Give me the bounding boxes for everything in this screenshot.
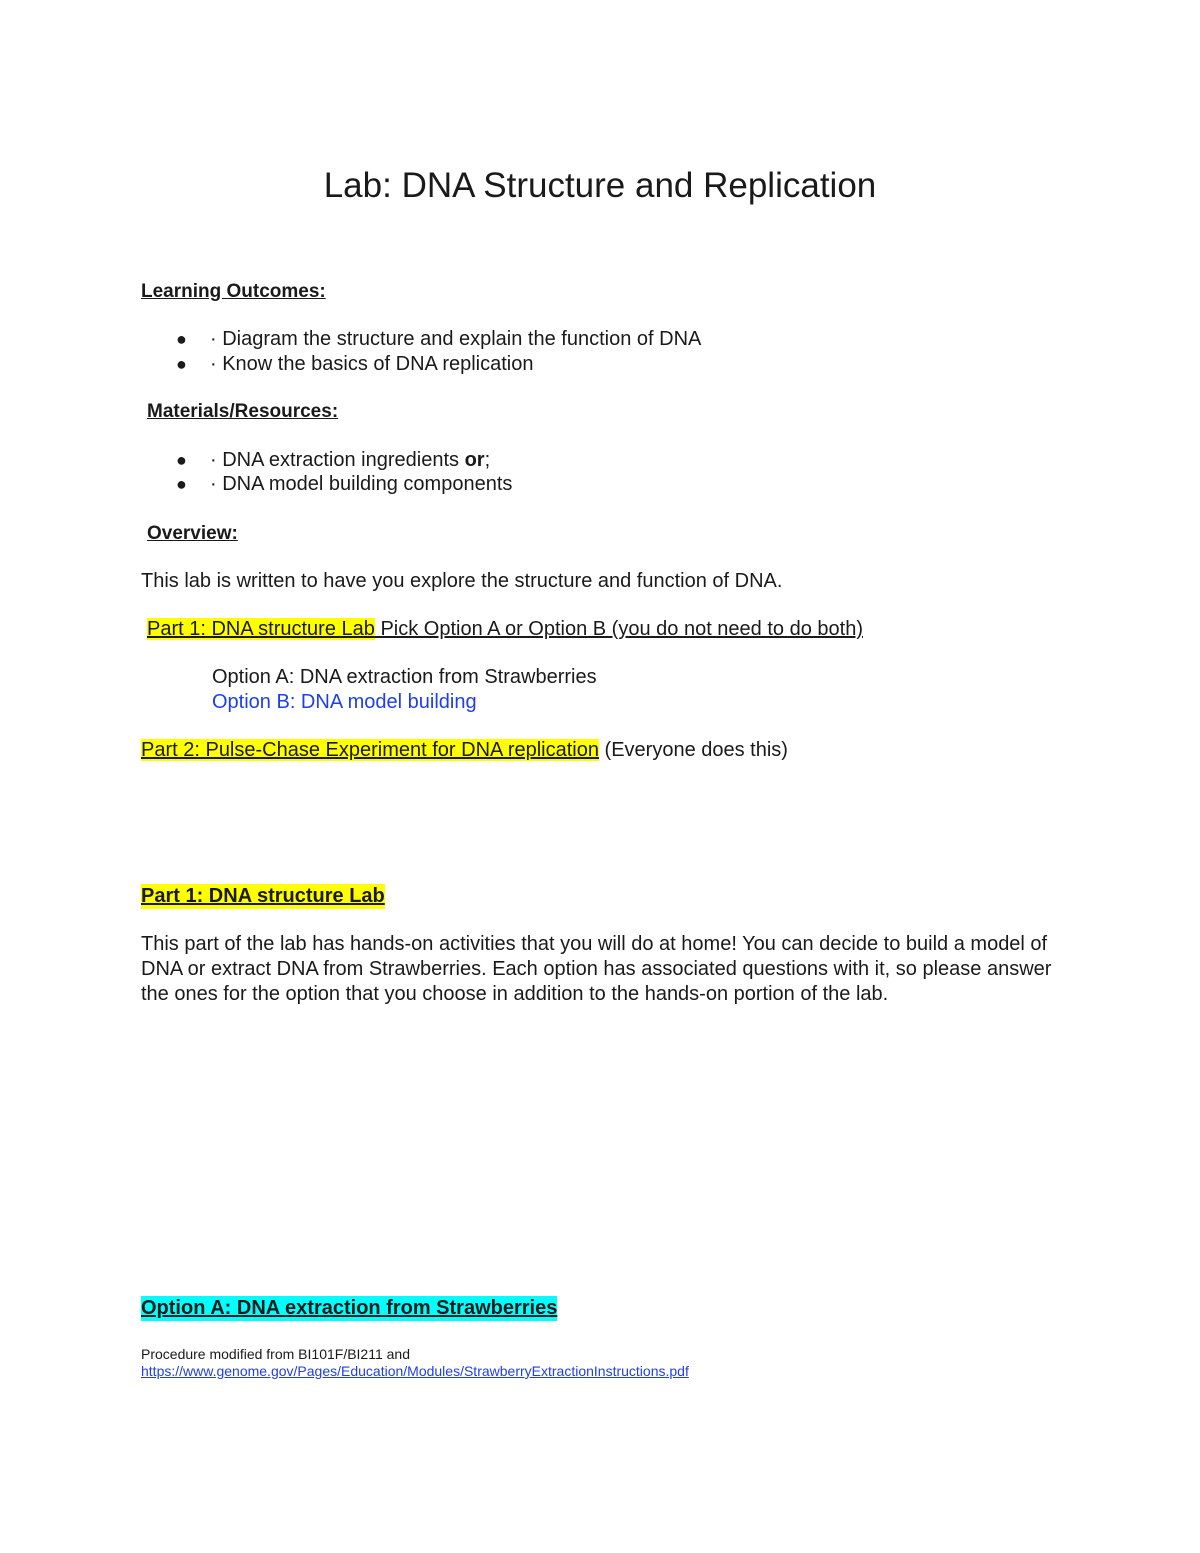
bullet-icon: ● [176, 474, 187, 494]
part1-overview-line [147, 617, 863, 642]
bullet-icon: ● [176, 329, 187, 349]
materials-item-end: ; [484, 449, 491, 471]
materials-heading: Materials/Resources: [147, 401, 339, 422]
part2-overview-highlight: Part 2: Pulse-Chase Experiment for DNA replication [141, 739, 599, 761]
bullet-icon: ● [176, 450, 187, 470]
part1-overview-highlight: Part 1: DNA structure Lab [147, 618, 375, 640]
learning-outcome-item: · Diagram the structure and explain the function of DNA [210, 328, 702, 350]
part1-heading: Part 1: DNA structure Lab [141, 885, 385, 907]
option-a-heading: Option A: DNA extraction from Strawberries [141, 1297, 558, 1319]
materials-item [210, 448, 490, 473]
overview-heading: Overview: [147, 523, 238, 544]
learning-outcomes-heading: Learning Outcomes: [141, 281, 326, 302]
part1-overview-rest: Pick Option A or Option B (you do not need to do both) [374, 618, 863, 640]
materials-item-bold: or [464, 449, 485, 471]
learning-outcome-item: · Know the basics of DNA replication [210, 353, 534, 375]
page-title: Lab: DNA Structure and Replication [323, 166, 877, 205]
overview-text: This lab is written to have you explore the structure and function of DNA. [141, 570, 783, 592]
materials-item: · DNA model building components [210, 473, 513, 495]
part2-overview-rest: (Everyone does this) [598, 739, 788, 761]
bullet-icon: ● [176, 354, 187, 374]
part1-paragraph: This part of the lab has hands-on activities that you will do at home! You can decide to build a model of DNA or extract DNA from Strawberries. Each option has associated questions with it, so please answer the ones for the option that you choose in addition to the hands-on portion of the lab. [141, 933, 1052, 1005]
materials-item-text: · DNA extraction ingredients [210, 449, 465, 471]
option-a-overview: Option A: DNA extraction from Strawberries [212, 666, 597, 688]
option-b-overview: Option B: DNA model building [212, 691, 477, 713]
procedure-note: Procedure modified from BI101F/BI211 and [141, 1346, 411, 1362]
genome-link[interactable]: https://www.genome.gov/Pages/Education/Modules/StrawberryExtractionInstructions.pdf [141, 1363, 689, 1379]
part2-overview-line [141, 738, 788, 763]
